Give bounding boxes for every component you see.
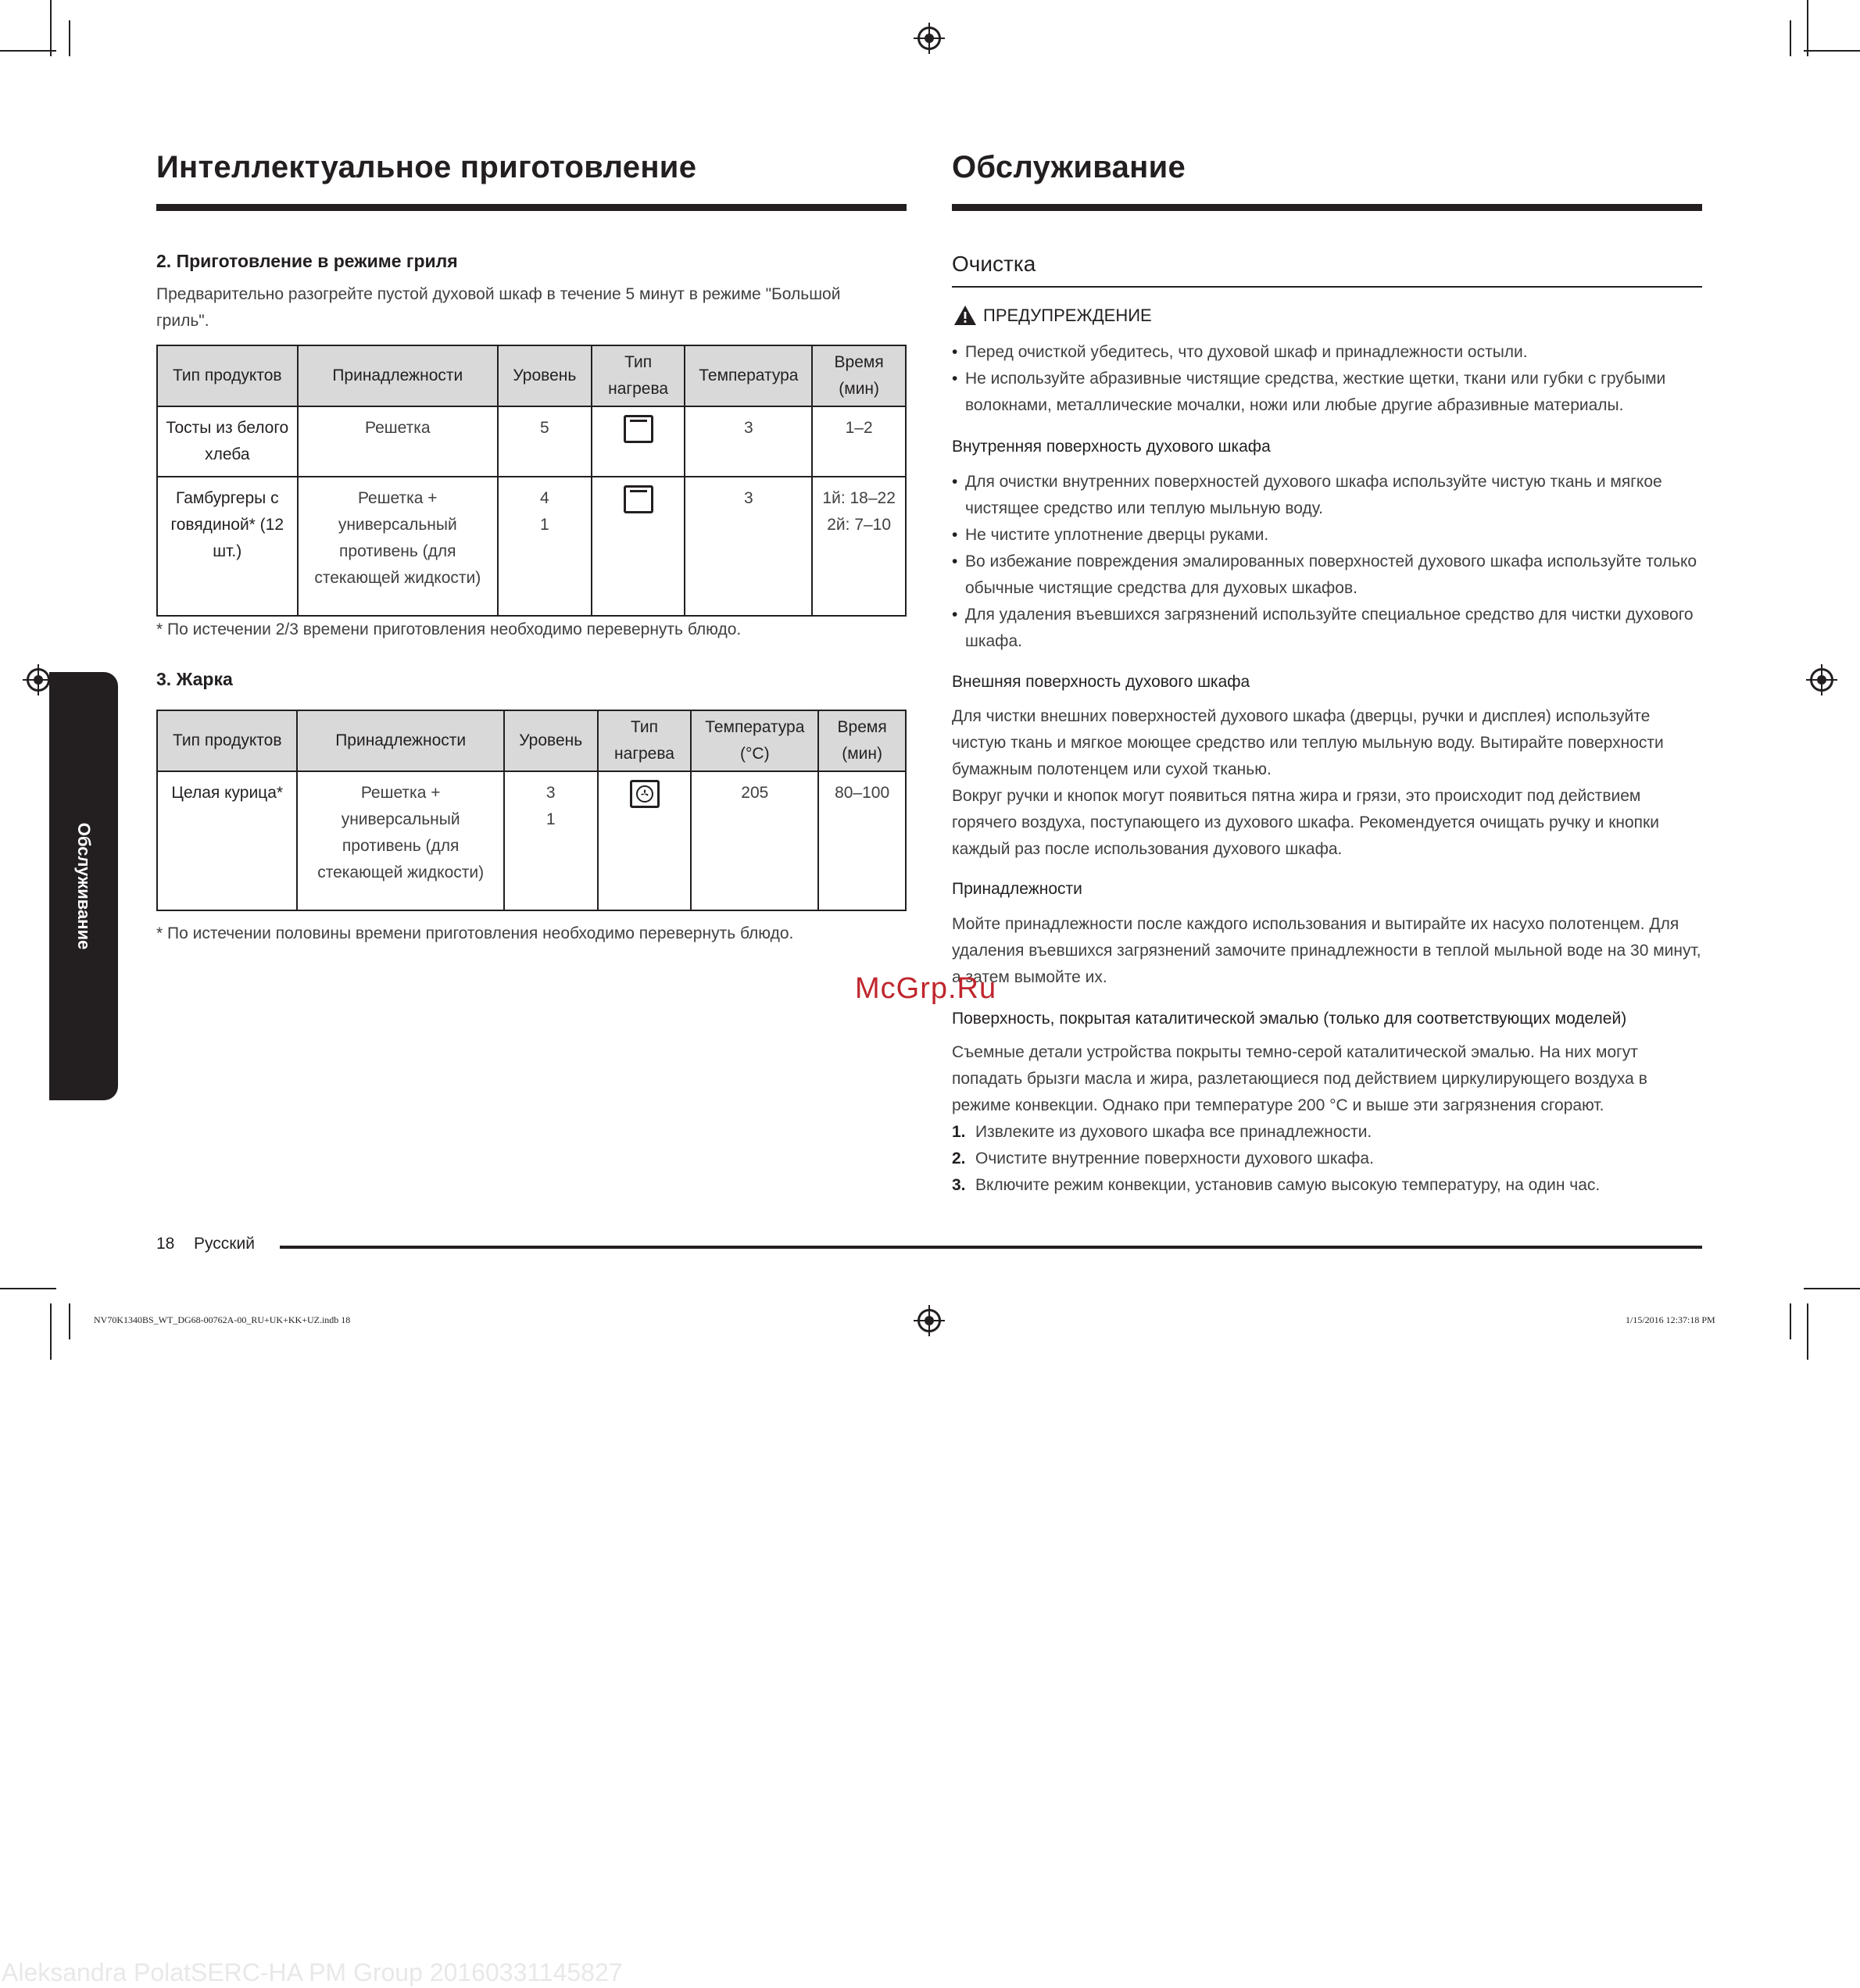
time-cell: 1й: 18–22 2й: 7–10 [812, 477, 906, 616]
catalytic-paragraph: Съемные детали устройства покрыты темно-серой каталитической эмалью. На них могут попадать брызги масла и жира, разлетающиеся под действием циркулирующего воздуха в режиме конвекции. Однако при температуре 200 °C и выше эти загрязнения сгорают. [952, 1043, 1647, 1114]
title-rule [156, 204, 907, 211]
bottom-stamp: Aleksandra PolatSERC-HA PM Group 20160331145827 [2, 1958, 623, 1986]
warning-icon [953, 305, 977, 326]
accessory-cell: Решетка + универсальный противень (для стекающей жидкости) [298, 477, 498, 616]
crop-mark [1790, 20, 1791, 56]
column-header: Тип нагрева [592, 345, 685, 406]
step-item [952, 1146, 1702, 1172]
table-row [157, 477, 906, 616]
time-cell: 1–2 [812, 406, 906, 477]
accessories-heading: Принадлежности [952, 880, 1082, 898]
heat-cell [592, 477, 685, 616]
registration-mark-icon [917, 27, 941, 50]
list-item: • Во избежание повреждения эмалированных поверхностей духового шкафа используйте только обычные чистящие средства для духовых шкафов. [952, 549, 1702, 602]
warning-title [953, 305, 1152, 326]
list-item: • Для очистки внутренних поверхностей духового шкафа используйте чистую ткань и мягкое чистящее средство или теплую мыльную воду. [952, 469, 1702, 522]
catalytic-heading: Поверхность, покрытая каталитической эмалью (только для соответствующих моделей) [952, 1010, 1627, 1028]
left-page-title: Интеллектуальное приготовление [156, 150, 697, 184]
table-header-row [157, 345, 906, 406]
roast-note: * По истечении половины времени приготовления необходимо перевернуть блюдо. [156, 924, 794, 942]
column-header: Уровень [504, 710, 598, 771]
registration-mark-icon [27, 668, 50, 692]
grill-heading: 2. Приготовление в режиме гриля [156, 251, 458, 271]
level-cell: 4 1 [498, 477, 592, 616]
cleaning-heading: Очистка [952, 252, 1036, 276]
accessory-cell: Решетка + универсальный противень (для стекающей жидкости) [297, 771, 503, 910]
right-page-title: Обслуживание [952, 150, 1186, 184]
registration-mark-icon [1810, 668, 1833, 692]
step-item [952, 1119, 1702, 1146]
step-number: 1. [952, 1123, 966, 1141]
column-header: Уровень [498, 345, 592, 406]
page-number: 18 [156, 1235, 175, 1253]
time-cell: 80–100 [818, 771, 906, 910]
interior-heading: Внутренняя поверхность духового шкафа [952, 438, 1271, 456]
crop-mark [69, 20, 70, 56]
warning-label: ПРЕДУПРЕЖДЕНИЕ [983, 305, 1152, 325]
crop-mark [50, 1303, 52, 1360]
footer-language: Русский [194, 1235, 255, 1253]
crop-mark [69, 1303, 70, 1339]
crop-mark [1807, 1303, 1808, 1360]
list-item: • Перед очисткой убедитесь, что духовой шкаф и принадлежности остыли. [952, 339, 1702, 366]
list-item: • Для удаления въевшихся загрязнений используйте специальное средство для чистки духового шкафа. [952, 602, 1702, 655]
warning-list [952, 339, 1702, 419]
accessories-paragraph: Мойте принадлежности после каждого использования и вытирайте их насухо полотенцем. Для удаления въевшихся загрязнений замочите принадлежности в теплой мыльной воде на 30 минут, а затем вымойте их. [952, 915, 1701, 986]
crop-mark [0, 1288, 56, 1289]
section-rule [952, 286, 1702, 288]
interior-list [952, 469, 1702, 655]
step-item [952, 1172, 1702, 1199]
exterior-paragraph-1: Для чистки внешних поверхностей духового шкафа (дверцы, ручки и дисплея) используйте чистую ткань и мягкое моющее средство или теплую мыльную воду. Вытирайте поверхности бумажным полотенцем или сухой тканью. [952, 707, 1664, 778]
column-header: Принадлежности [298, 345, 498, 406]
list-item: • Не используйте абразивные чистящие средства, жесткие щетки, ткани или губки с грубыми волокнами, металлические мочалки, ножи или любые другие абразивные материалы. [952, 366, 1702, 419]
step-number: 2. [952, 1150, 966, 1167]
roast-heading: 3. Жарка [156, 669, 233, 689]
level-cell: 5 [498, 406, 592, 477]
column-header: Время (мин) [812, 345, 906, 406]
convection-fan-icon [630, 780, 660, 808]
column-header: Температура (°C) [691, 710, 818, 771]
crop-mark [0, 50, 56, 52]
table-header-row [157, 710, 906, 771]
crop-mark [1804, 1288, 1860, 1289]
product-cell: Гамбургеры с говядиной* (12 шт.) [157, 477, 298, 616]
heat-cell [592, 406, 685, 477]
column-header: Тип продуктов [157, 710, 297, 771]
title-rule [952, 204, 1702, 211]
steps-list [952, 1119, 1702, 1199]
exterior-heading: Внешняя поверхность духового шкафа [952, 673, 1250, 691]
step-number: 3. [952, 1176, 966, 1194]
side-tab-label: Обслуживание [74, 822, 94, 950]
table-row [157, 771, 906, 910]
heat-cell [598, 771, 692, 910]
slug-date: 1/15/2016 12:37:18 PM [1626, 1314, 1715, 1325]
grill-intro: Предварительно разогрейте пустой духовой шкаф в течение 5 минут в режиме "Большой гриль". [156, 285, 841, 330]
temp-cell: 205 [691, 771, 818, 910]
accessory-cell: Решетка [298, 406, 498, 477]
step-text: Включите режим конвекции, установив самую высокую температуру, на один час. [975, 1176, 1601, 1194]
table-row [157, 406, 906, 477]
slug-file: NV70K1340BS_WT_DG68-00762A-00_RU+UK+KK+UZ.indb 18 [94, 1314, 351, 1325]
column-header: Тип нагрева [598, 710, 692, 771]
registration-mark-icon [917, 1309, 941, 1332]
column-header: Принадлежности [297, 710, 503, 771]
column-header: Температура [685, 345, 812, 406]
large-grill-icon [624, 485, 653, 513]
crop-mark [50, 0, 52, 56]
temp-cell: 3 [685, 477, 812, 616]
temp-cell: 3 [685, 406, 812, 477]
column-header: Тип продуктов [157, 345, 298, 406]
product-cell: Тосты из белого хлеба [157, 406, 298, 477]
crop-mark [1804, 50, 1860, 52]
column-header: Время (мин) [818, 710, 906, 771]
grill-table [156, 345, 907, 617]
exterior-paragraph-2: Вокруг ручки и кнопок могут появиться пятна жира и грязи, это происходит под действием горячего воздуха, поступающего из духового шкафа. Рекомендуется очищать ручку и кнопки каждый раз после использования духового шкафа. [952, 787, 1659, 858]
watermark: McGrp.Ru [855, 972, 997, 1005]
roast-table [156, 710, 907, 911]
grill-note: * По истечении 2/3 времени приготовления необходимо перевернуть блюдо. [156, 620, 742, 638]
list-item: • Не чистите уплотнение дверцы руками. [952, 522, 1702, 549]
crop-mark [1807, 0, 1808, 56]
product-cell: Целая курица* [157, 771, 297, 910]
side-tab [49, 672, 118, 1100]
level-cell: 3 1 [504, 771, 598, 910]
crop-mark [1790, 1303, 1791, 1339]
large-grill-icon [624, 415, 653, 443]
footer-rule [280, 1246, 1702, 1249]
step-text: Извлеките из духового шкафа все принадлежности. [975, 1123, 1372, 1141]
step-text: Очистите внутренние поверхности духового шкафа. [975, 1150, 1374, 1167]
